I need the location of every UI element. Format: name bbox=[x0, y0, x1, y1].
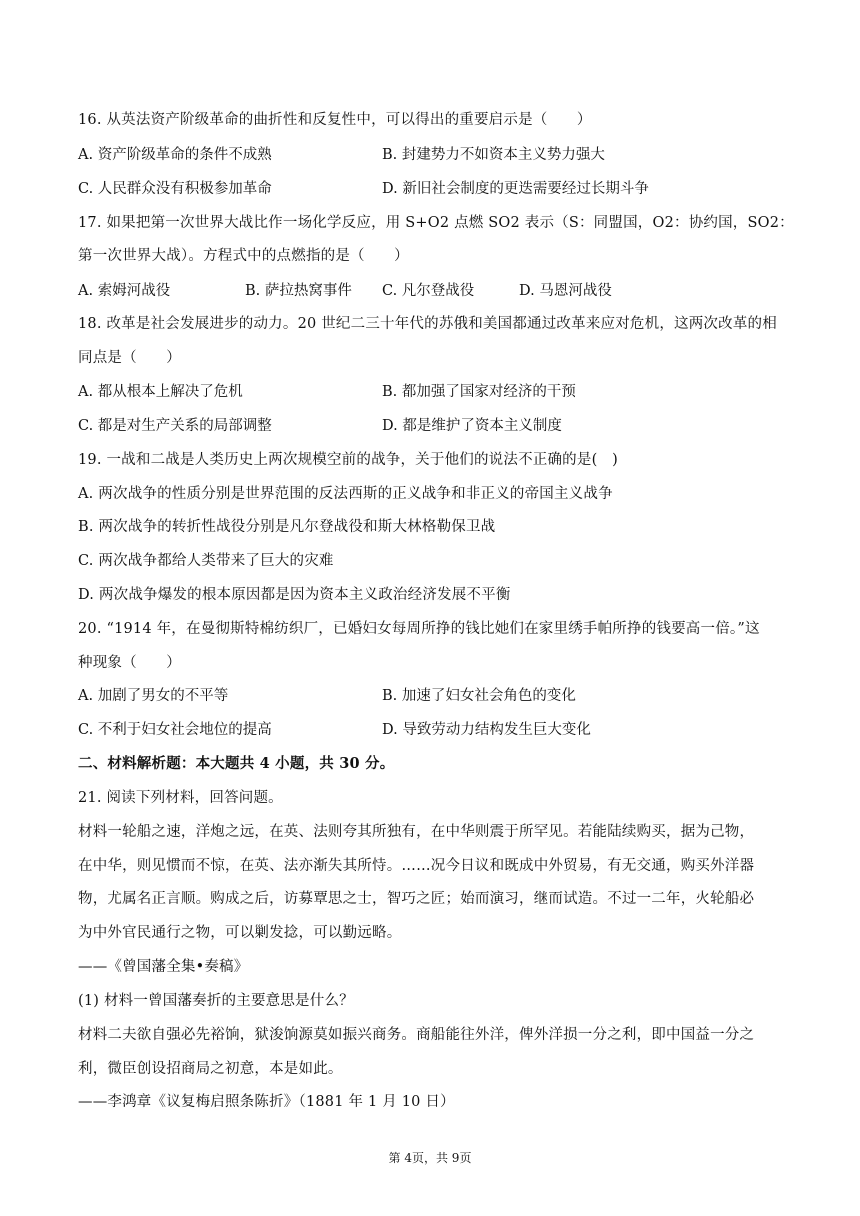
q16-stem: 16. 从英法资产阶级革命的曲折性和反复性中，可以得出的重要启示是（ ） bbox=[78, 112, 592, 128]
q18-stem-line2: 同点是（ ） bbox=[78, 350, 181, 366]
q17-option-c: C. 凡尔登战役 bbox=[382, 283, 475, 299]
q17-stem-line1: 17. 如果把第一次世界大战比作一场化学反应，用 S+O2 点燃 SO2 表示（S：同盟国，O2：协约国，SO2： bbox=[78, 215, 794, 231]
q17-option-a: A. 索姆河战役 bbox=[78, 283, 171, 299]
q18-options-row2 bbox=[78, 416, 788, 436]
q16-option-d: D. 新旧社会制度的更迭需要经过长期斗争 bbox=[382, 181, 649, 197]
q20-stem-line2: 种现象（ ） bbox=[78, 655, 181, 671]
q18-option-b: B. 都加强了国家对经济的干预 bbox=[382, 384, 576, 400]
q17-stem-line2: 第一次世界大战）。方程式中的点燃指的是（ ） bbox=[78, 248, 409, 264]
q20-options-row1 bbox=[78, 686, 788, 706]
q19-option-a: A. 两次战争的性质分别是世界范围的反法西斯的正义战争和非正义的帝国主义战争 bbox=[78, 486, 613, 502]
q19-option-d: D. 两次战争爆发的根本原因都是因为资本主义政治经济发展不平衡 bbox=[78, 587, 511, 603]
q18-stem-line1: 18. 改革是社会发展进步的动力。20 世纪二三十年代的苏俄和美国都通过改革来应对危机，这两次改革的相 bbox=[78, 316, 777, 332]
q18-options-row1 bbox=[78, 382, 788, 402]
q21-material2-source: ——李鸿章《议复梅启照条陈折》（1881 年 1 月 10 日） bbox=[78, 1094, 455, 1110]
q17-option-b: B. 萨拉热窝事件 bbox=[245, 283, 352, 299]
q18-option-a: A. 都从根本上解决了危机 bbox=[78, 384, 243, 400]
section-2-heading: 二、材料解析题：本大题共 4 小题，共 30 分。 bbox=[78, 755, 395, 772]
q19-option-c: C. 两次战争都给人类带来了巨大的灾难 bbox=[78, 553, 334, 569]
q20-options-row2 bbox=[78, 720, 788, 740]
q20-option-c: C. 不利于妇女社会地位的提高 bbox=[78, 722, 272, 738]
q21-material1-source: ——《曾国藩全集•奏稿》 bbox=[78, 959, 249, 975]
q21-material1-line3: 物，尤属名正言顺。购成之后，访募覃思之士，智巧之匠；始而演习，继而试造。不过一二年，火轮船必 bbox=[78, 891, 755, 907]
q21-subquestion-1: (1) 材料一曾国藩奏折的主要意思是什么？ bbox=[78, 993, 354, 1009]
q21-material1-line4: 为中外官民通行之物，可以剿发捻，可以勤远略。 bbox=[78, 925, 402, 941]
q20-option-b: B. 加速了妇女社会角色的变化 bbox=[382, 688, 576, 704]
q21-material2-line1: 材料二夫欲自强必先裕饷，狱浚饷源莫如振兴商务。商船能往外洋，俾外洋损一分之利，即中国益一分之 bbox=[78, 1027, 755, 1043]
q21-material2-line2: 利，微臣创设招商局之初意，本是如此。 bbox=[78, 1061, 343, 1077]
q20-option-d: D. 导致劳动力结构发生巨大变化 bbox=[382, 722, 591, 738]
q21-intro: 21. 阅读下列材料，回答问题。 bbox=[78, 790, 283, 806]
q19-stem: 19. 一战和二战是人类历史上两次规模空前的战争，关于他们的说法不正确的是( ) bbox=[78, 452, 618, 468]
q16-options-row1 bbox=[78, 145, 788, 165]
q19-option-b: B. 两次战争的转折性战役分别是凡尔登战役和斯大林格勒保卫战 bbox=[78, 519, 496, 535]
q17-option-d: D. 马恩河战役 bbox=[519, 283, 612, 299]
q18-option-d: D. 都是维护了资本主义制度 bbox=[382, 418, 562, 434]
q20-stem-line1: 20. “1914 年，在曼彻斯特棉纺织厂，已婚妇女每周所挣的钱比她们在家里绣手帕所挣的钱要高一倍。”这 bbox=[78, 621, 760, 637]
q21-material1-line2: 在中华，则见惯而不惊，在英、法亦渐失其所恃。……况今日议和既成中外贸易，有无交通，购买外洋器 bbox=[78, 858, 755, 874]
q20-option-a: A. 加剧了男女的不平等 bbox=[78, 688, 229, 704]
q18-option-c: C. 都是对生产关系的局部调整 bbox=[78, 418, 272, 434]
q16-option-a: A. 资产阶级革命的条件不成熟 bbox=[78, 147, 272, 163]
q21-material1-line1: 材料一轮船之速，洋炮之远，在英、法则夸其所独有，在中华则震于所罕见。若能陆续购买，据为己物， bbox=[78, 824, 755, 840]
q16-options-row2 bbox=[78, 179, 788, 199]
q17-options-row bbox=[78, 281, 788, 301]
q16-option-c: C. 人民群众没有积极参加革命 bbox=[78, 181, 272, 197]
page-number: 第 4页，共 9页 bbox=[388, 1151, 472, 1165]
q16-option-b: B. 封建势力不如资本主义势力强大 bbox=[382, 147, 605, 163]
